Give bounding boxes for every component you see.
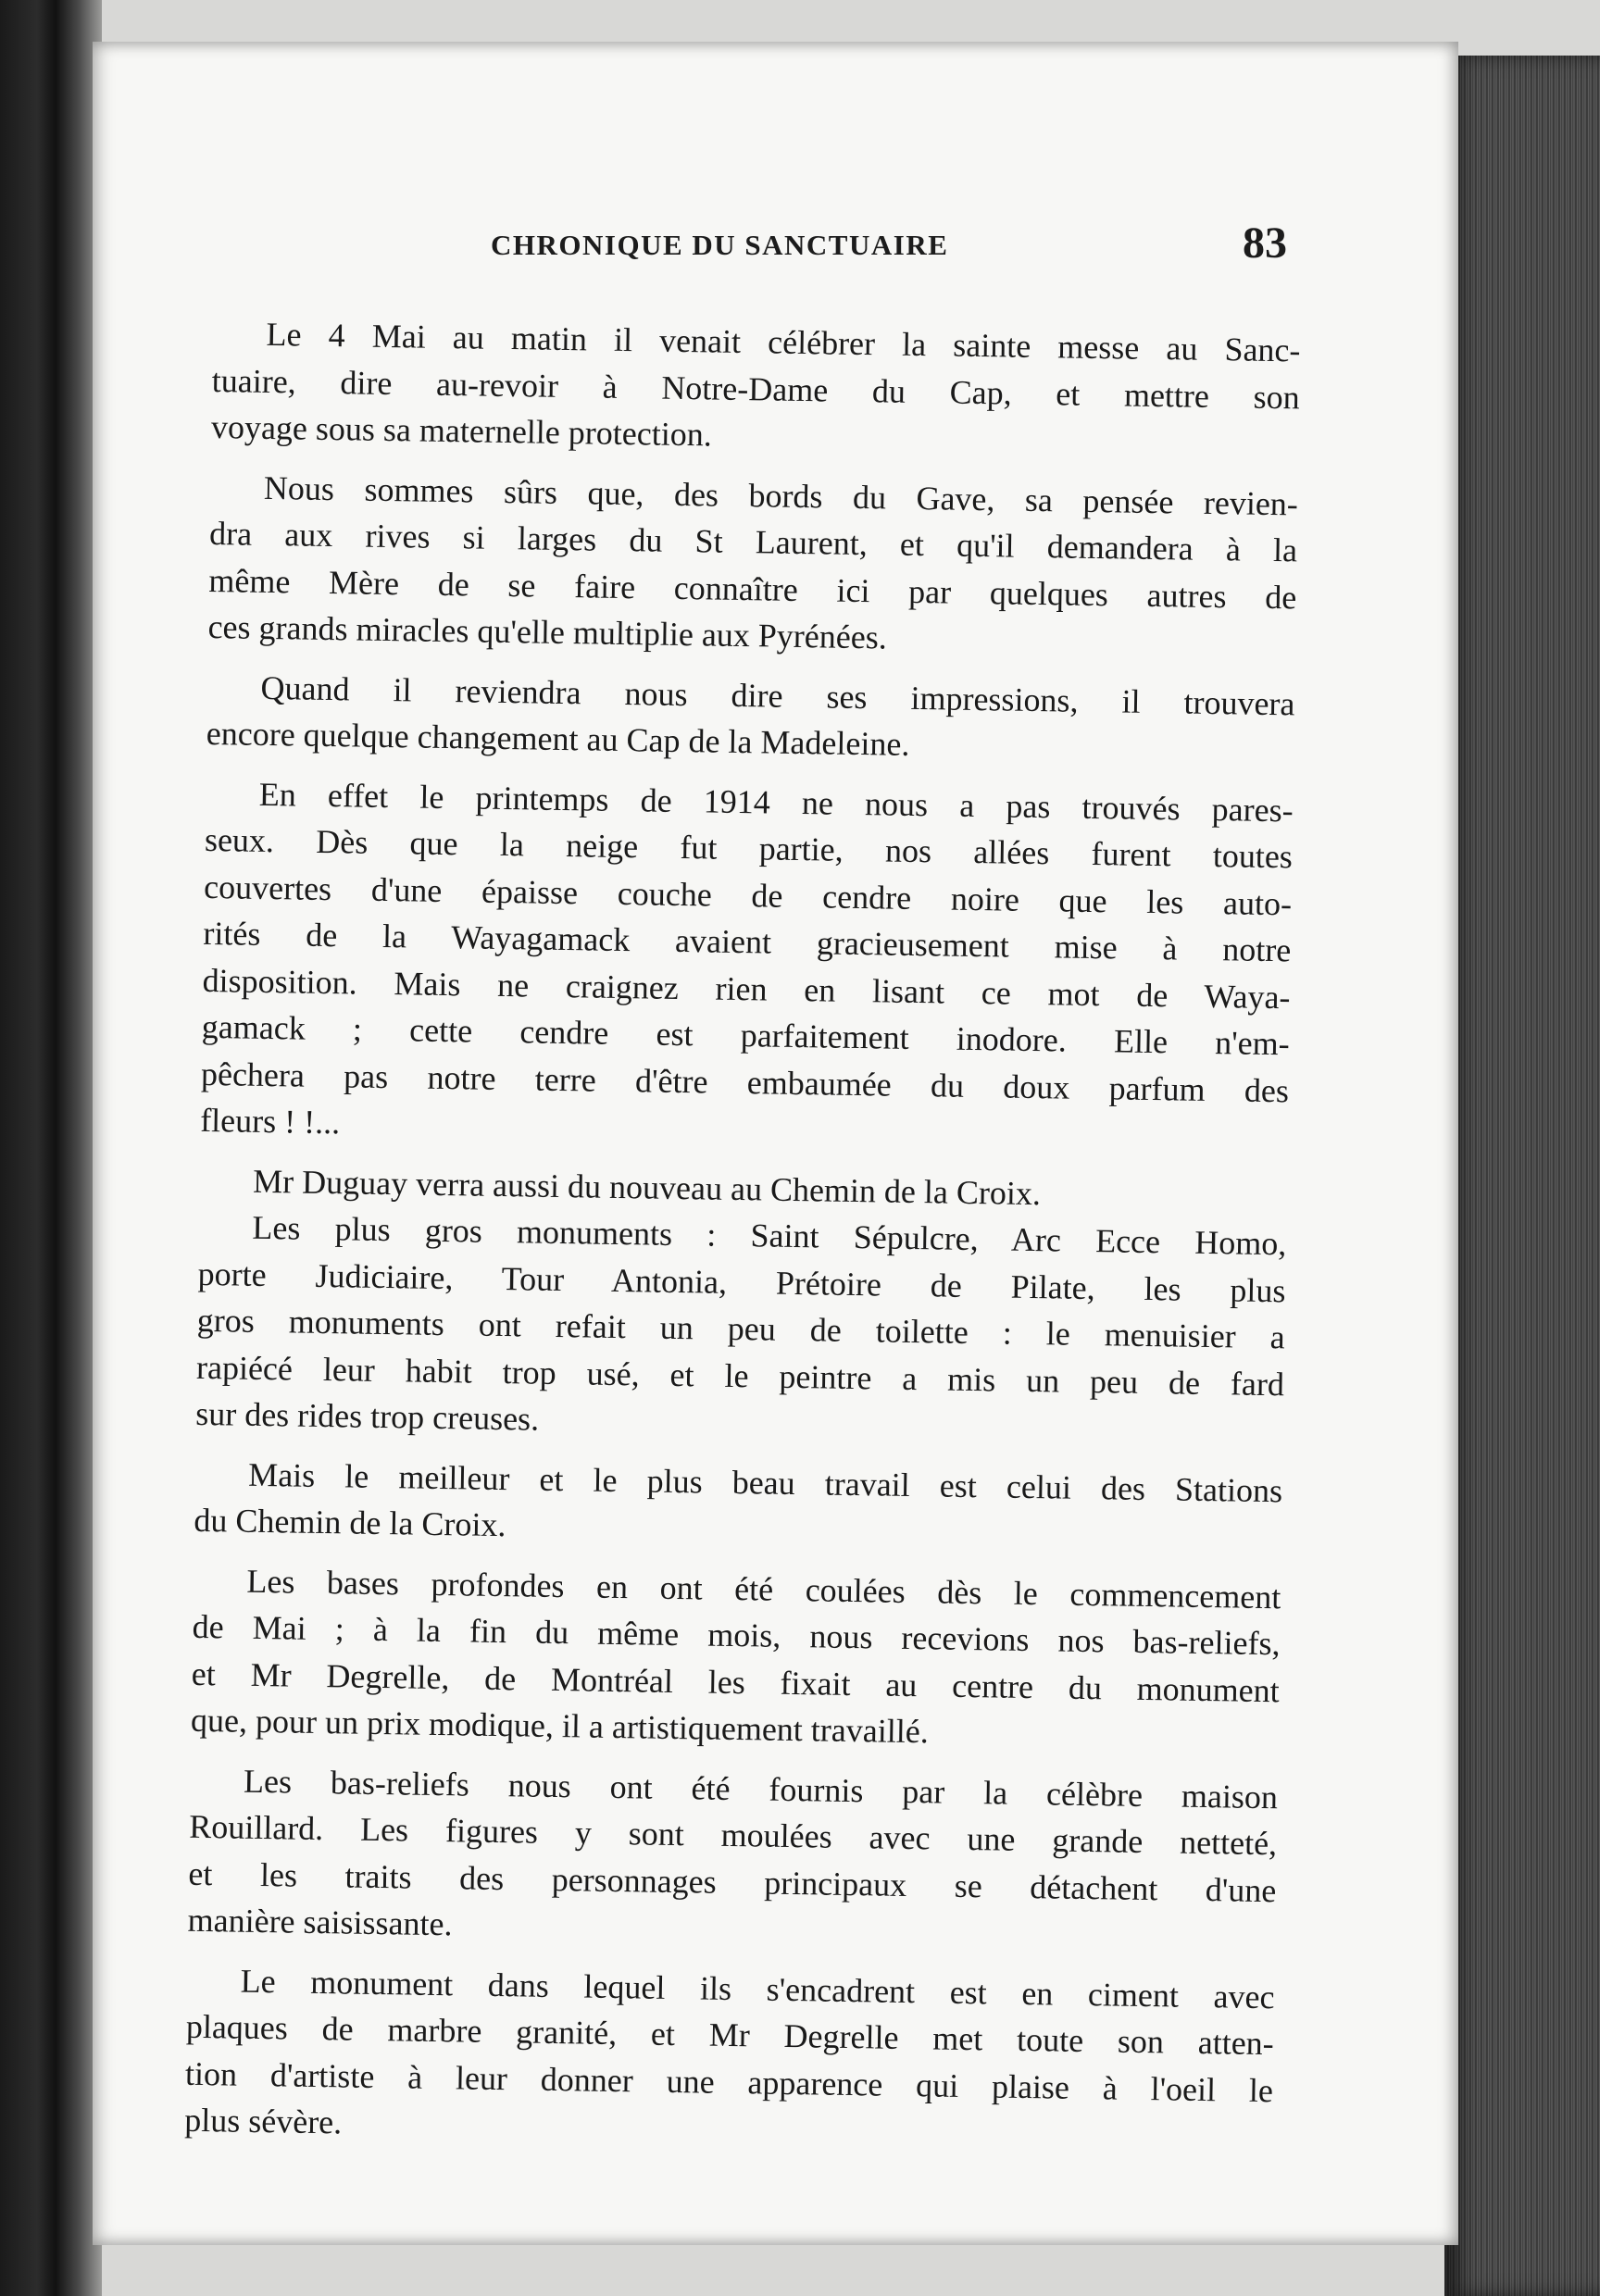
running-head: CHRONIQUE DU SANCTUAIRE (491, 229, 949, 261)
text-line: et Mr Degrelle, de Montréal les fixait au centre du monument (191, 1654, 1281, 1709)
book-spine (0, 0, 102, 2296)
text-line: Rouillard. Les figures y sont moulées avec une grande netteté, (188, 1807, 1278, 1863)
page-number: 83 (1243, 218, 1287, 268)
text-line: que, pour un prix modique, il a artistiquement travaillé. (190, 1701, 930, 1751)
text-line: fleurs ! !... (199, 1101, 341, 1142)
text-line: sur des rides trop creuses. (194, 1394, 540, 1438)
paragraph (195, 1204, 1287, 1454)
paragraph (206, 663, 1294, 773)
text-line: rapiécé leur habit trop usé, et le peintre a mis un peu de fard (195, 1348, 1285, 1403)
paragraph (191, 1556, 1281, 1760)
paragraph (207, 463, 1298, 667)
text-line: plus sévère. (183, 2101, 343, 2141)
text-line: pêchera pas notre terre d'être embaumée du doux parfum des (200, 1054, 1290, 1109)
text-line: couvertes d'une épaisse couche de cendre noire que les auto- (203, 867, 1293, 922)
text-line: encore quelque changement au Cap de la Madeleine. (206, 714, 910, 763)
text-line: seux. Dès que la neige fut partie, nos allées furent toutes (204, 820, 1294, 876)
text-line: plaques de marbre granité, et Mr Degrelle met toute son atten- (185, 2007, 1275, 2063)
text-line: Les plus gros monuments : Saint Sépulcre, Arc Ecce Homo, (252, 1208, 1287, 1263)
text-line: voyage sous sa maternelle protection. (210, 407, 713, 454)
text-line: disposition. Mais ne craignez rien en lisant ce mot de Waya- (202, 961, 1291, 1016)
text-line: En effet le printemps de 1914 ne nous a pas trouvés pares- (258, 775, 1294, 829)
paragraph (200, 769, 1294, 1160)
text-line: même Mère de se faire connaître ici par quelques autres de (208, 561, 1297, 616)
book-page (93, 42, 1458, 2245)
text-line: du Chemin de la Croix. (194, 1501, 506, 1544)
paragraph (184, 1956, 1275, 2160)
text-line: Nous sommes sûrs que, des bords du Gave, sa pensée revien- (263, 468, 1299, 522)
text-line: ces grands miracles qu'elle multiplie aux Pyrénées. (207, 607, 888, 656)
text-line: gros monuments ont refait un peu de toilette : le menuisier a (196, 1301, 1286, 1356)
text-line: Le 4 Mai au matin il venait célébrer la sainte messe au Sanc- (266, 315, 1301, 369)
text-line: tuaire, dire au-revoir à Notre-Dame du Cap, et mettre son (211, 361, 1300, 416)
text-line: Le monument dans lequel ils s'encadrent est en ciment avec (240, 1962, 1275, 2015)
text-line: Quand il reviendra nous dire ses impressions, il trouvera (260, 668, 1295, 722)
page-header (491, 218, 1287, 273)
text-line: rités de la Wayagamack avaient gracieusement mise à notre (203, 914, 1292, 969)
text-line: manière saisissante. (187, 1901, 453, 1943)
text-line: Les bas-reliefs nous ont été fournis par la célèbre maison (243, 1762, 1279, 1816)
text-line: tion d'artiste à leur donner une apparence qui plaise à l'oeil le (184, 2054, 1274, 2109)
text-line: dra aux rives si larges du St Laurent, et qu'il demandera à la (208, 514, 1298, 569)
paragraph (187, 1756, 1278, 1960)
text-line: de Mai ; à la fin du même mois, nous recevions nos bas-reliefs, (192, 1607, 1281, 1663)
paragraph (194, 1450, 1282, 1560)
body-text (184, 310, 1301, 2174)
page-stack-edge (1444, 56, 1600, 2296)
text-line: porte Judiciaire, Tour Antonia, Prétoire de Pilate, les plus (197, 1254, 1286, 1309)
text-line: Les bases profondes en ont été coulées dès le commencement (246, 1562, 1281, 1616)
text-line: et les traits des personnages principaux se détachent d'une (188, 1854, 1277, 1909)
text-line: gamack ; cette cendre est parfaitement inodore. Elle n'em- (201, 1007, 1291, 1063)
paragraph (211, 310, 1301, 468)
text-line: Mr Duguay verra aussi du nouveau au Chemin de la Croix. (252, 1162, 1042, 1212)
text-line: Mais le meilleur et le plus beau travail est celui des Stations (247, 1455, 1283, 1509)
